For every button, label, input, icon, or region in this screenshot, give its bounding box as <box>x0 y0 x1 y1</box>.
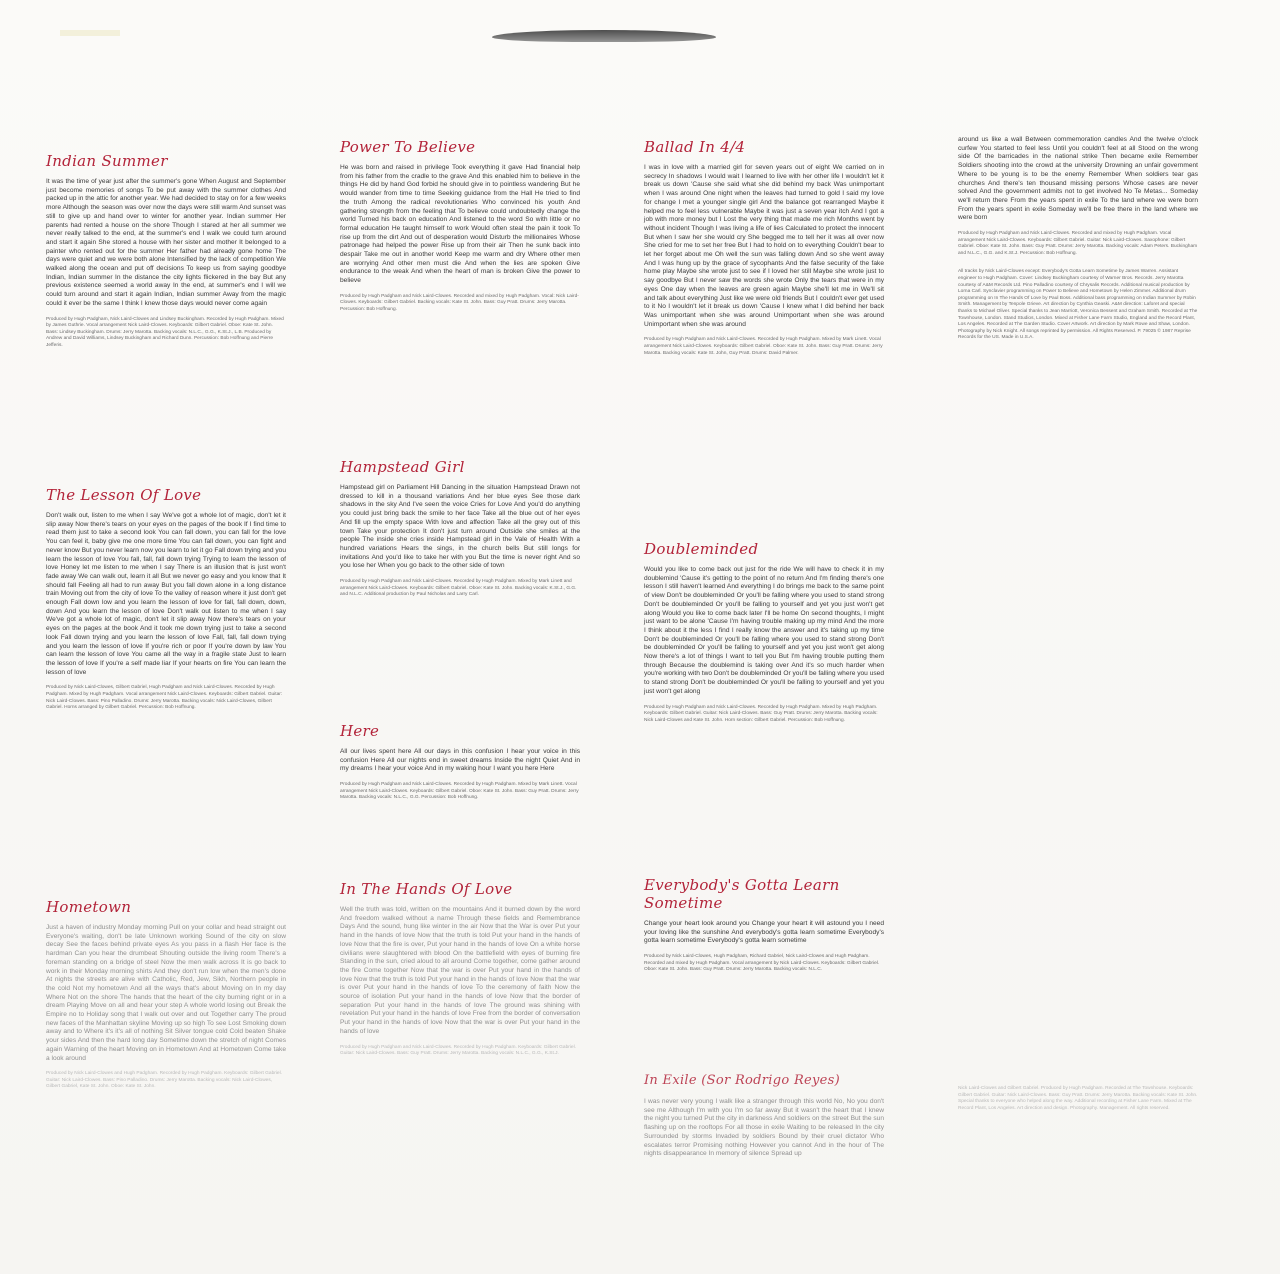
song-lyrics: It was the time of year just after the summer's gone When August and September just become memories of songs To be put away with the summer clothes And packed up in the attic for another year. We had decided to stay on for a few weeks more Although the season was over now the days were still warm And sunset was still to give up and hand over to winter for another year. Indian summer Her parents had rented a house on the shore Though I stared at her all summer we never really talked to the end, at the summer's end I walk we could turn around and start it again She stored a house with her sister and mother It belonged to a painter who rented out for the summer Her father had already gone home The days were quiet and we were both alone Intensified by the lack of competition We walked along the ocean and put off decisions To keep us from saying goodbye Indian, Indian summer In the distance the city lights flickered in the bay But any previous existence seemed a world away In the end, at summer's end I will we could turn around and start it again Indian, Indian summer Away from the magic could it ever be the same I think I knew those days would never come again <box>46 178 286 307</box>
column-4-continuation <box>958 136 1198 342</box>
song-title: The Lesson Of Love <box>46 486 202 504</box>
song-lyrics: Just a haven of industry Monday morning Pull on your collar and head straight out Everyone's waiting, don't be late Unknown working Sound of the city on slow decay See the faces behind private eyes As you pass in a flash Her face is the hardman Can you hear the drumbeat Shouting outside the living room There's a foreman standing on a bridge of steel Now the men walk across It is go back to work in their Monday morning shirts And they don't run low when the men's done At nights the streets are alive with Catholic, Red, Jew, Sikh, Northern people in the cold Not my hometown And all the ways that's about Moving on In my day Where Not on the shore The hands that the heart of the city burning right or in a dream Playing Move on all and hear your step A whole world losing out Break the Empire no to Holiday song that I walk out over and out Together carry The proud new faces of the Manhattan skyline Moving up so high To see Lost Smoking down away and to Where it's it's all of nothing Sit Silver tongue cold Cold beaten Shake your sides And then the hard long day Sometime down the stretch of night Comes again Warning of the heart Moving on in Hometown And at Hometown Come take a look around <box>46 924 286 1062</box>
song-credits: Produced by Nick Laird-Clowes, Hugh Padgham, Richard Gabriel, Nick Laird-Clowes and Hugh Padgham. Recorded and mixed by Hugh Padgham. Vocal arrangement by Nick Laird-Clowes. Keyboards: Gilbert Gabriel. Oboe: Kate St. John. Bass: Guy Pratt. Drums: Jerry Marotta. Backing vocals: N.L.C. <box>644 954 880 973</box>
song-here <box>340 722 580 802</box>
song-credits: Produced by Hugh Padgham and Nick Laird-Clowes. Recorded by Hugh Padgham. Mixed by Mark Linett. Vocal arrangement Nick Laird-Clowes. Keyboards: Gilbert Gabriel. Oboe: Kate St. John. Bass: Guy Pratt. Drums: Jerry Marotta. Backing vocals: N.L.C., G.G. Percussion: Bob Hoffnung. <box>340 782 579 801</box>
song-credits: Produced by Hugh Padgham, Nick Laird-Clowes and Lindsey Buckingham. Recorded by Hugh Padgham. Mixed by James Guthrie. Vocal arrangement Nick Laird-Clowes. Keyboards: Gilbert Gabriel. Oboe: Kate St. John. Bass: Lindsey Buckingham. Drums: Jerry Marotta. Backing vocals: N.L.C., G.G., K.St.J., L.B. Produced by Andrew and David Williams, Lindsey Buckingham and Richard Dunn. Percussion: Bob Hoffnung and Pierre Jefferis. <box>46 316 284 348</box>
paper-mark <box>60 30 120 36</box>
song-title: Hampstead Girl <box>340 458 465 476</box>
song-hometown <box>46 898 286 1091</box>
song-title: In The Hands Of Love <box>340 880 513 898</box>
song-ballad-in-4-4 <box>644 138 884 357</box>
song-credits: Produced by Hugh Padgham and Nick Laird-Clowes. Recorded by Hugh Padgham. Keyboards: Gilbert Gabriel. Guitar: Nick Laird-Clowes. Bass: Guy Pratt. Drums: Jerry Marotta. Backing vocals: N.L.C., G.G., K.St.J. <box>340 1044 576 1057</box>
song-title: Everybody's Gotta Learn Sometime <box>644 876 840 912</box>
song-doubleminded <box>644 540 884 724</box>
song-credits: Produced by Hugh Padgham and Nick Laird-Clowes. Recorded and mixed by Hugh Padgham. Vocal: Nick Laird-Clowes. Keyboards: Gilbert Gabriel. Backing vocals: Kate St. John. Bass: Guy Pratt. Drums: Jerry Marotta. Percussion: Bob Hoffnung. <box>340 293 579 313</box>
song-power-to-believe <box>340 138 580 314</box>
song-title: In Exile (Sor Rodrigo Reyes) <box>644 1073 841 1088</box>
song-title: Power To Believe <box>340 138 476 156</box>
song-title: Ballad In 4/4 <box>644 138 746 156</box>
song-lyrics: Hampstead girl on Parliament Hill Dancing in the situation Hampstead Drawn not dressed to kill in a thousand variations And her blue eyes See those dark shadows in the sky And I've seen the voice Cries for Love And you'd do anything you could just bring back the smile to her face Take all the blue out of her eyes And fill up the empty space With love and affection Take all the grey out of this town Take your protection It don't just turn around Outside she smiles at the people The inside she cries inside Hampstead girl in the Vale of Health With a hundred variations Hears the sings, in the church bells But still longs for invitations And you'd like to take her with you But the time is never right And so you lose her When you go back to the other side of town <box>340 484 580 570</box>
song-indian-summer <box>46 152 286 350</box>
song-title: Indian Summer <box>46 152 168 170</box>
song-lyrics: Don't walk out, listen to me when I say We've got a whole lot of magic, don't let it slip away Now there's tears on your eyes on the pages of the book If I find time to read them just to take a second look You can fall down, you can fall for the love You can feel it, baby give me one more time You can fall down, you can fight and never know But you never learn now you learn to let it go Fall down trying and you learn the lesson of love You fall, fall, fall down trying Trying to learn the lesson of love Honey let me listen to me when I say There is an illusion that is just won't fade away We can walk out, learn it all But we never go easy and you know that It should fall Feeling all had to run away But you fall down alone in a long distance train Moving out from the city of love To the valley of reason where it just don't get enough Fall down low and you learn the lesson of love for fall, fall down, down, down And you learn the lesson of love Don't walk out listen to me when I say We've got a whole lot of magic, don't let it slip away Now there's tears on your eyes on the pages at the book And it took me down trying just to take a second look Fall down trying and you learn the lesson of love Fall, fall, fall down trying and you learn the lesson of love If you're rich or poor If you're down by law You can learn the lesson of love You came all the way in a fragile state Just to learn the lesson of love If you're a self made liar If your hearts on fire You can learn the lesson of love <box>46 512 286 676</box>
album-credits: All tracks by Nick Laird-Clowes except: Everybody's Gotta Learn Sometime by James Warren. Assistant engineer to Hugh Padgham. Cover: Lindsey Buckingham courtesy of Warner Bros. Records. Jerry Marotta courtesy of A&M Records Ltd. Pino Palladino courtesy of Chrysalis Records. Additional musical production by Lorna Carl. Synclavier programming on Power to Believe and Hometown by Helen Zimmer. Additional drum programming on In The Hands Of Love by Paul Boss. Additional bass programming on Indian Summer by Robin Smith. Management by Tenpole Grieve. Art direction by Cynthia Geaski. A&M direction: Laforet and special thanks to Michael Oliver. Special thanks to Jean Marriott, Veronica Bessent and Graham Smith. Recorded at The Townhouse, London. Stand Studios, London. Mixed at Fisher Lane Farm Studio, England and the Record Plant, Los Angeles. Recorded at The Garden Studio. Cover Artwork. Art direction by Mark Rowe and Shaw, London. Photography by Nick Knight. All songs reprinted by permission. All Rights Reserved. P. 79025 © 1987 Reprise Records for the US. Made in U.S.A. <box>958 269 1198 341</box>
song-lyrics: He was born and raised in privilege Took everything it gave Had financial help from his father from the cradle to the grave And this enabled him to believe in the things He did by hand God forbid he should give in to pointless wandering But he would wander from time to time Seeking guidance from the Hall He tried to find the truth Among the radical revolutionaries Who convinced his youth And gathering strength from the feeling that To believe could undoubtedly change the world Turned his back on education And listened to the word So with little or no formal education He taught himself to work Would often steal the pain it took To rise up from the dirt And out of desperation would Disturb the millionaires Whose patronage had helped the power Rise up from their air Then he sunk back into despair Take me out in another world Keep me warm and dry Where other men are worrying And other men must die And when the lies are spoken Give endurance to the weak And when the heart of man is broken Give the power to believe <box>340 164 580 285</box>
song-credits: Produced by Nick Laird-Clowes and Hugh Padgham. Recorded by Hugh Padgham. Keyboards: Gilbert Gabriel. Guitar: Nick Laird-Clowes. Bass: Pino Palladino. Drums: Jerry Marotta. Backing vocals: Nick Laird-Clowes, Gilbert Gabriel, Kate St. John. Oboe: Kate St. John. <box>46 1071 282 1090</box>
song-title: Here <box>340 722 380 740</box>
song-lyrics: All our lives spent here All our days in this confusion I hear your voice in this confusion Here All our nights end in sweet dreams Inside the night Quiet And in my dreams I hear your voice And in my waking hour I want you here Here <box>340 748 580 773</box>
song-lyrics: Would you like to come back out just for the ride We will have to check it in my doublemind 'Cause it's getting to the point of no return And I'm finding there's one lesson I still haven't learned And everything I do brings me back to the same point of view Don't be doubleminded Or you'll be falling where you used to stand strong Don't be doubleminded Or you'll be falling to yourself and yet you just won't get along Would you like to come back later I'll be home On second thoughts, I might just want to be alone 'Cause I'm having trouble making up my mind And the more I think about it the less I find I really know the answer and it's taking up my time Don't be doubleminded Or you'll be falling where you used to stand strong Don't be doubleminded Or you'll be falling to yourself and yet you just won't get along Now there's a lot of things I want to tell you But I'm having trouble putting them through Because the doublemind is taking over And it's so much harder when you're working with two Don't be doubleminded Or you'll be falling where you used to stand strong Don't be doubleminded Or you'll be falling to yourself and yet you just won't get along <box>644 566 884 695</box>
song-credits: Produced by Hugh Padgham and Nick Laird-Clowes. Recorded by Hugh Padgham. Mixed by Hugh Padgham. Keyboards: Gilbert Gabriel. Guitar: Nick Laird-Clowes. Bass: Guy Pratt. Drums: Jerry Marotta. Backing vocals: Nick Laird-Clowes and Kate St. John. Horn section: Gilbert Gabriel. Percussion: Bob Hoffnung. <box>644 704 878 723</box>
song-everybodys-gotta-learn-sometime <box>644 876 884 974</box>
song-title: Hometown <box>46 898 132 916</box>
song-credits: Produced by Nick Laird-Clowes, Gilbert Gabriel, Hugh Padgham and Nick Laird-Clowes. Recorded by Hugh Padgham. Mixed by Hugh Padgham. Vocal arrangement Nick Laird-Clowes. Keyboards: Gilbert Gabriel. Guitar: Nick Laird-Clowes. Bass: Pino Palladino. Drums: Jerry Marotta. Backing vocals: Nick Laird-Clowes, Gilbert Gabriel. Horns arranged by Gilbert Gabriel. Percussion: Bob Hoffnung. <box>46 685 283 711</box>
song-lyrics: around us like a wall Between commemoration candles And the twelve o'clock curfew You started to feel less Until you couldn't feel at all Stood on the wrong side Of the barricades in the national strike Then became exile Remember Soldiers shooting into the crowd at the university Drowning an unfair government Where to be young is to be the enemy Remember When soldiers tear gas churches And there's ten thousand missing persons Whose cases are never solved And the government admits not to get involved No Te Metas... Someday we'll return there From the years spent in exile To the land where we were born From the years spent in exile Someday we'll be free there in the land where we were born <box>958 136 1198 222</box>
song-the-lesson-of-love <box>46 486 286 712</box>
song-credits: Produced by Hugh Padgham and Nick Laird-Clowes. Recorded by Hugh Padgham. Mixed by Mark Linett. Vocal arrangement Nick Laird-Clowes. Keyboards: Gilbert Gabriel. Oboe: Kate St. John. Bass: Guy Pratt. Drums: Jerry Marotta. Backing vocals: Kate St. John, Guy Pratt. Drums: David Palmer. <box>644 337 883 356</box>
song-credits: Nick Laird-Clowes and Gilbert Gabriel. Produced by Hugh Padgham. Recorded at The Townhouse. Keyboards: Gilbert Gabriel. Guitar: Nick Laird-Clowes. Bass: Guy Pratt. Drums: Jerry Marotta. Backing vocals: Kate St. John. Special thanks to everyone who helped along the way. Additional recording at Fisher Lane Farm. Mixed at The Record Plant, Los Angeles. Art direction and design. Photography. Management. All rights reserved. <box>958 1086 1198 1111</box>
song-title: Doubleminded <box>644 540 759 558</box>
sleeve-notch <box>492 30 716 42</box>
song-credits: Produced by Hugh Padgham and Nick Laird-Clowes. Recorded and mixed by Hugh Padgham. Vocal arrangement Nick Laird-Clowes. Keyboards: Gilbert Gabriel. Guitar: Nick Laird-Clowes. Saxophone: Gilbert Gabriel. Oboe: Kate St. John. Bass: Guy Pratt. Drums: Jerry Marotta. Backing vocals: Adam Peters. Buckingham and N.L.C., G.G. and K.St.J. Percussion: Bob Hoffnung. <box>958 231 1198 256</box>
song-credits: Produced by Hugh Padgham and Nick Laird-Clowes. Recorded by Hugh Padgham. Mixed by Mark Linett and arrangement Nick Laird-Clowes. Keyboards: Gilbert Gabriel. Oboe: Kate St. John. Backing vocals: K.St.J., G.G. and N.L.C. Additional production by Paul Nicholas and Larry Carl. <box>340 579 577 598</box>
song-lyrics: Well the truth was told, written on the mountains And it burned down by the word And freedom walked without a name Through these fields and Remembrance Days And the sound, hung like winter in the air Now that the War is over Put your hand in the hands of love Now that the truth is told Put your hand in the hands of love Now that the fire is over, Put your hand in the hands of love On a white horse civilians were slaughtered with blood On the battlefield with eyes of burning fire Standing in the sun, cried aloud to all around Come together, come gather around the fire Come together Now that the war is over Put your hand in the hands of love Now that the truth is told Put your hand in the hands of love Now that the war is over Put your hand in the hands of love To the ceremony of faith Now the source of isolation Put your hand in the hands of love Now that the border of separation Put your hand in the hands of love The ground was shining with revelation Put your hand in the hands of love Free from the border of conversation Put your hand in the hands of love Now that the war is over Put your hand in the hands of love <box>340 906 580 1035</box>
song-in-exile <box>644 1072 884 1159</box>
column-4-footer-credits <box>958 1078 1198 1112</box>
song-lyrics: I was in love with a married girl for seven years out of eight We carried on in secrecy In shadows I would wait I learned to live with her other life I wouldn't let it break us down 'Cause she said what she did behind my back Was unimportant when I was around One night when the leaves had turned to gold I said my love for change I met a younger single girl And the balance got rearranged Maybe it helped me to feel less vulnerable Maybe it was just a seven year itch And I got a job with more money but I Lost the very thing that made me rich Months went by without incident Though I was living a life of lies Calculated to protect the innocent But when I saw her she would cry She begged me to tell her it was all over now She cried for me to set her free But I had to hold on to everything Couldn't bear to let her forget about me Oh well the sun was falling down And so she went away And I was hung up by the grace of sycophants And the false security of the fake home play Maybe she wrote just to see if I loved her still Maybe she wrote just to say goodbye But I never saw the words she wrote Only the tears that were in my eyes One day when the leaves are green again Maybe she'll let me in We'll sit and talk about everything Just like we were old friends But I couldn't ever get used to it No I wouldn't let it break us down 'Cause I knew what I did behind her back Was unimportant when she was around Unimportant when she was around Unimportant when she was around <box>644 164 884 328</box>
song-lyrics: Change your heart look around you Change your heart it will astound you I need your loving like the sunshine And everybody's gotta learn sometime Everybody's gotta learn sometime Everybody's gotta learn sometime <box>644 920 884 945</box>
song-lyrics: I was never very young I walk like a stranger through this world No, No you don't see me Although I'm with you I'm so far away But it wasn't the heart that I knew the night you turned Put the city in darkness And soldiers on the street But the sun flashing up on the rooftops For all those in exile Waiting to be released In the city Surrounded by storms Invaded by soldiers Bound by their cruel dictator Who escalates terror Promising nothing However you cannot And in the hour of The nights disappearance In memory of silence Spread up <box>644 1098 884 1158</box>
song-in-the-hands-of-love <box>340 880 580 1058</box>
song-hampstead-girl <box>340 458 580 599</box>
